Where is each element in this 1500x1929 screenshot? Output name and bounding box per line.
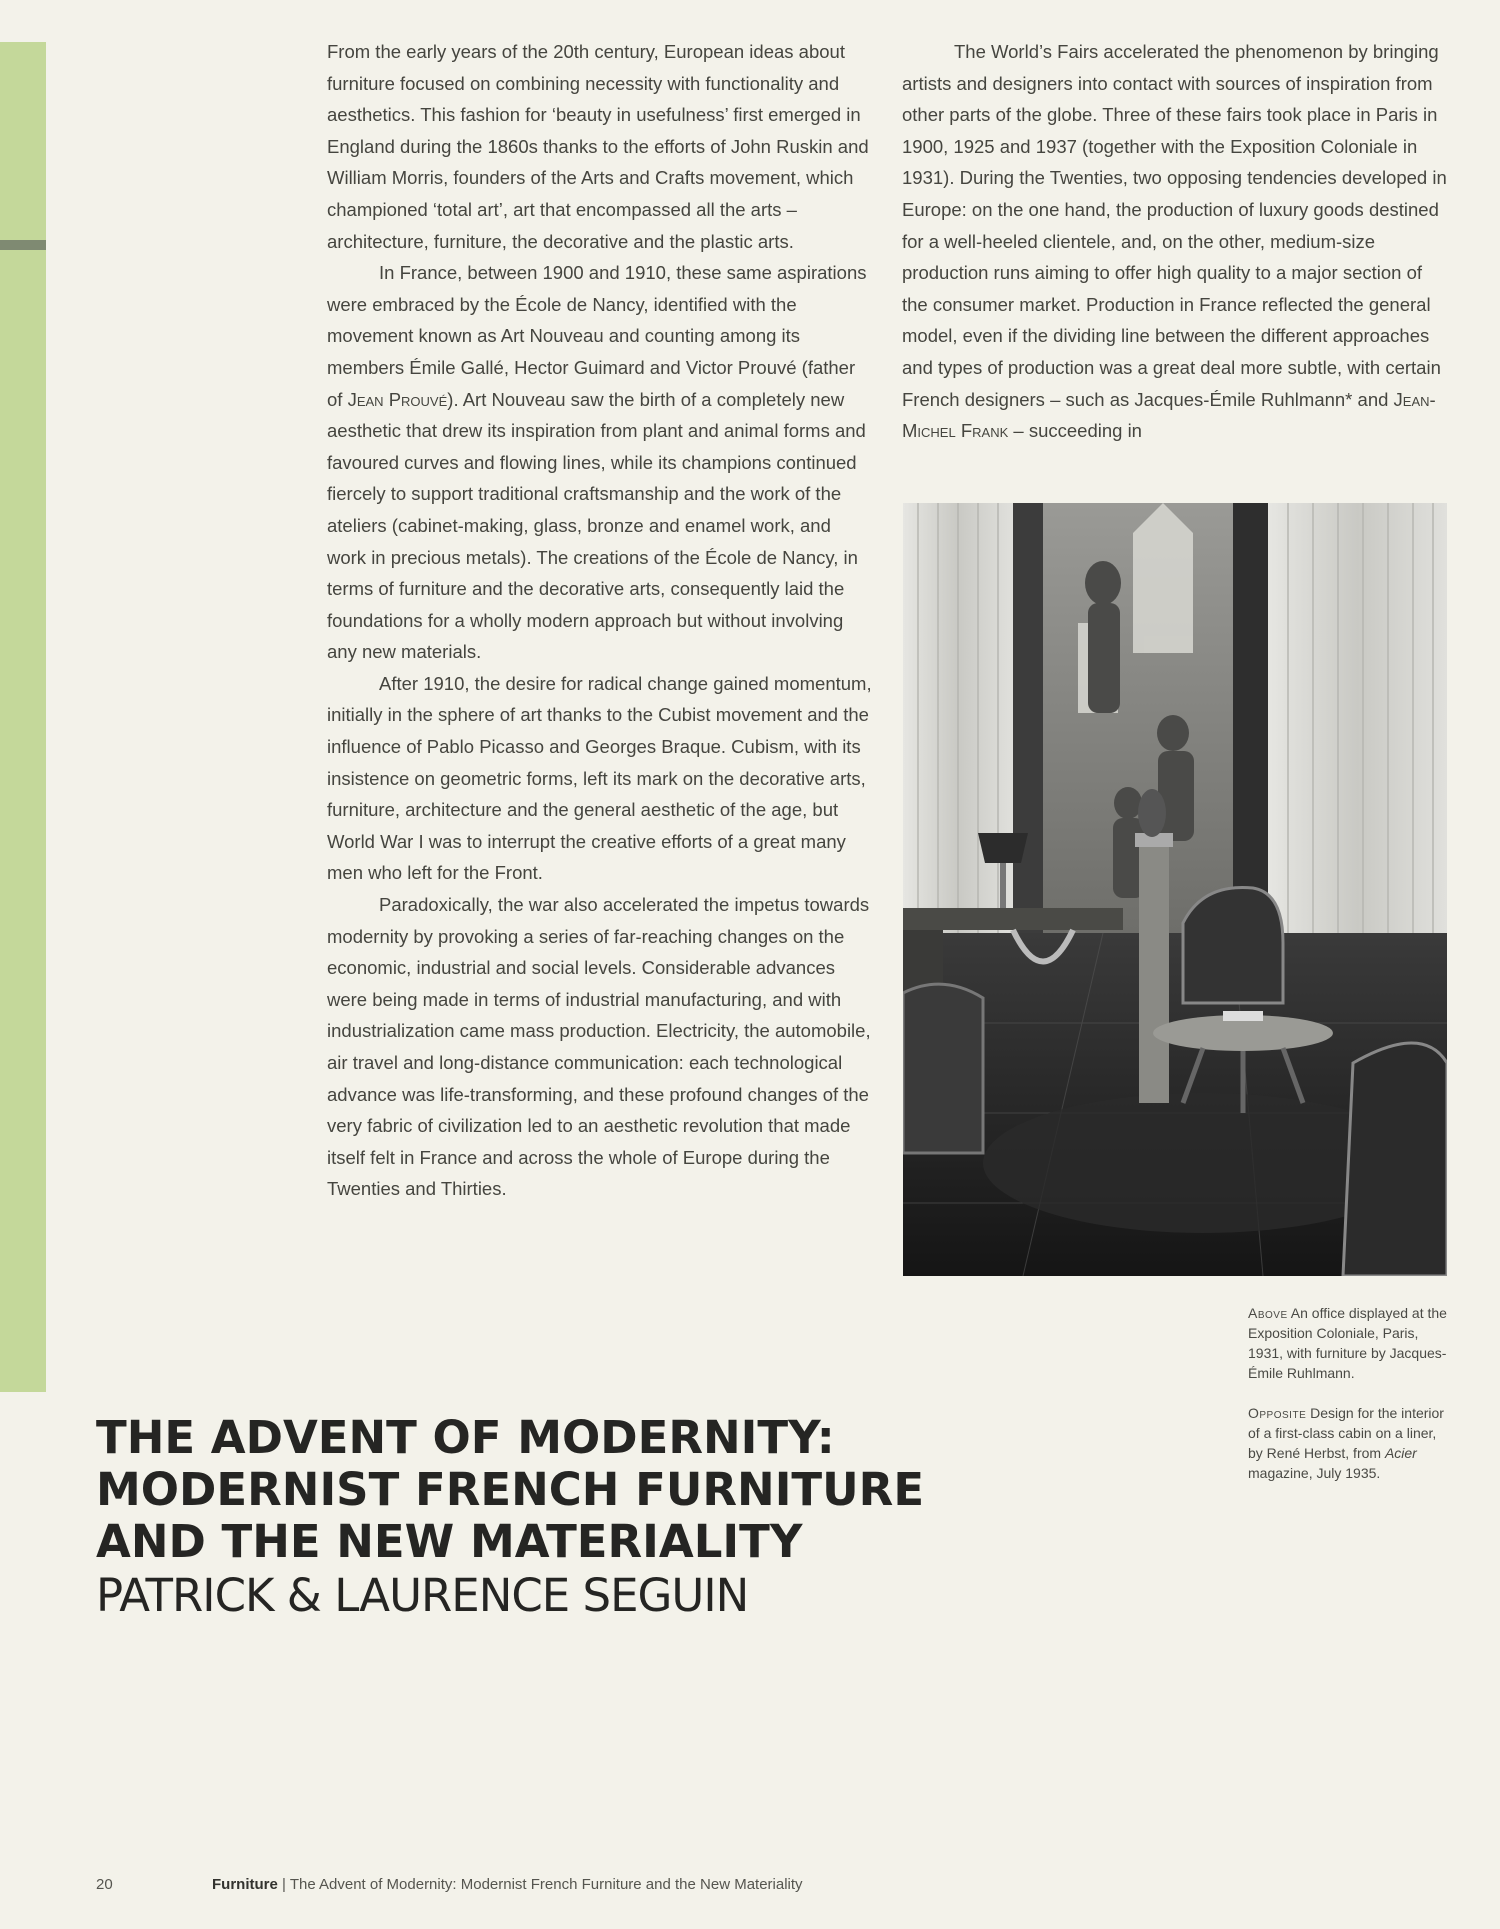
paragraph-1: From the early years of the 20th century, European ideas about furniture focused on combining necessity with functionality and aesthetics. This fashion for ‘beauty in usefulness’ first emerged in England during the 1860s thanks to the efforts of John Ruskin and William Morris, founders of the Arts and Crafts movement, which championed ‘total art’, art that encompassed all the arts – architecture, furniture, the decorative and the plastic arts. (327, 41, 869, 252)
footer-section: Furniture (212, 1876, 278, 1893)
caption-opposite-label: Opposite (1248, 1405, 1307, 1421)
caption-opposite-end: magazine, July 1935. (1248, 1465, 1381, 1481)
title-line-1: THE ADVENT OF MODERNITY: (96, 1411, 835, 1464)
paragraph-5-end: – succeeding in (1008, 420, 1142, 442)
footer-separator: | (277, 1876, 290, 1893)
footer-running-title: The Advent of Modernity: Modernist French Furniture and the New Materiality (289, 1876, 803, 1893)
paragraph-5 (902, 36, 1450, 447)
caption-opposite (1248, 1403, 1453, 1483)
paragraph-2-end: ). Art Nouveau saw the birth of a completely new aesthetic that drew its inspiration from plant and animal forms and favoured curves and flowing lines, while its champions continued fiercely to support traditional craftsmanship and the work of the ateliers (cabinet-making, glass, bronze and enamel work, and work in precious metals). The creations of the École de Nancy, in terms of furniture and the decorative arts, consequently laid the foundations for a wholly modern approach but without involving any new materials. (327, 388, 866, 663)
name-jean-prouve: Jean Prouvé (347, 388, 448, 410)
running-footer (212, 1876, 803, 1893)
caption-above-text: An office displayed at the Exposition Coloniale, Paris, 1931, with furniture by Jacques-Émile Ruhlmann. (1248, 1305, 1447, 1381)
caption-magazine-title: Acier (1384, 1445, 1417, 1461)
name-jean-michel-frank: Jean-Michel Frank (902, 388, 1436, 442)
title-line-2: MODERNIST FRENCH FURNITURE (96, 1463, 925, 1516)
page-number: 20 (96, 1876, 113, 1893)
chapter-heading (96, 1412, 1076, 1624)
paragraph-4: Paradoxically, the war also accelerated the impetus towards modernity by provoking a series of far-reaching changes on the economic, industrial and social levels. Considerable advances were being made in terms of industrial manufacturing, and with industrialization came mass production. Electricity, the automobile, air travel and long-distance communication: each technological advance was life-transforming, and these profound changes of the very fabric of civilization led to an aesthetic revolution that made itself felt in France and across the whole of Europe during the Twenties and Thirties. (327, 894, 871, 1200)
body-text-right-column (902, 36, 1450, 447)
title-line-3: AND THE NEW MATERIALITY (96, 1515, 803, 1568)
paragraph-5-start: The World’s Fairs accelerated the phenomenon by bringing artists and designers into contact with sources of inspiration from other parts of the globe. Three of these fairs took place in Paris in 1900, 1925 and 1937 (together with the Exposition Coloniale in 1931). During the Twenties, two opposing tendencies developed in Europe: on the one hand, the production of luxury goods destined for a well-heeled clientele, and, on the other, medium-size production runs aiming to offer high quality to a major section of the consumer market. Production in France reflected the general model, even if the dividing line between the different approaches and types of production was a great deal more subtle, with certain French designers – such as Jacques-Émile Ruhlmann* and (902, 41, 1447, 410)
office-photograph (903, 503, 1447, 1276)
body-text-left-column (327, 36, 875, 1205)
caption-opposite-start: Design for the interior of a first-class cabin on a liner, by René Herbst, from (1248, 1405, 1444, 1461)
photo-caption (1248, 1303, 1453, 1503)
paragraph-2 (327, 257, 875, 668)
paragraph-2-start: In France, between 1900 and 1910, these same aspirations were embraced by the École de Nancy, identified with the movement known as Art Nouveau and counting among its members Émile Gallé, Hector Guimard and Victor Prouvé (father of (327, 262, 867, 410)
author-name: PATRICK & LAURENCE SEGUIN (96, 1569, 749, 1622)
caption-above (1248, 1303, 1453, 1383)
photo-illustration (903, 503, 1447, 1276)
caption-above-label: Above (1248, 1305, 1288, 1321)
paragraph-3: After 1910, the desire for radical change gained momentum, initially in the sphere of art thanks to the Cubist movement and the influence of Pablo Picasso and Georges Braque. Cubism, with its insistence on geometric forms, left its mark on the decorative arts, furniture, architecture and the general aesthetic of the age, but World War I was to interrupt the creative efforts of a great many men who left for the Front. (327, 672, 872, 884)
side-stripe (0, 240, 46, 250)
